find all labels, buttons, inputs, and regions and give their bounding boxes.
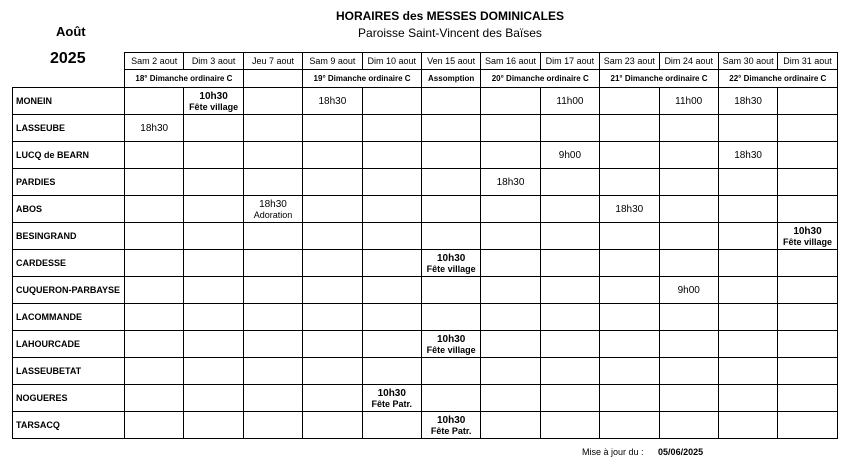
schedule-cell xyxy=(184,385,243,412)
schedule-cell xyxy=(540,331,599,358)
location-name: CARDESSE xyxy=(13,250,125,277)
table-row xyxy=(13,331,838,358)
schedule-cell xyxy=(540,250,599,277)
schedule-cell xyxy=(718,88,777,115)
date-header: Sam 30 aout xyxy=(718,53,777,70)
schedule-cell xyxy=(303,277,362,304)
schedule-cell xyxy=(600,250,659,277)
schedule-cell xyxy=(481,385,540,412)
sunday-label: 20° Dimanche ordinaire C xyxy=(481,70,600,88)
schedule-cell xyxy=(362,169,421,196)
page-title: HORAIRES des MESSES DOMINICALES xyxy=(335,9,565,23)
schedule-cell xyxy=(718,169,777,196)
schedule-cell xyxy=(481,331,540,358)
schedule-cell xyxy=(421,331,480,358)
schedule-cell xyxy=(718,142,777,169)
schedule-cell xyxy=(421,196,480,223)
schedule-cell xyxy=(421,304,480,331)
schedule-cell xyxy=(778,169,837,196)
mass-time: 10h30 xyxy=(199,90,228,102)
schedule-cell xyxy=(243,115,302,142)
table-row xyxy=(13,223,838,250)
table-row xyxy=(13,196,838,223)
mass-note: Fête village xyxy=(189,101,239,112)
schedule-cell xyxy=(718,277,777,304)
schedule-cell xyxy=(778,223,837,250)
mass-note: Fête village xyxy=(426,344,476,355)
mass-time: 9h00 xyxy=(677,284,700,296)
table-row xyxy=(13,88,838,115)
date-header: Jeu 7 aout xyxy=(243,53,302,70)
schedule-cell xyxy=(659,142,718,169)
schedule-cell xyxy=(778,358,837,385)
month-label: Août xyxy=(56,24,86,39)
schedule-cell xyxy=(362,385,421,412)
table-row xyxy=(13,250,838,277)
parish-subtitle: Paroisse Saint-Vincent des Baïses xyxy=(358,26,542,40)
schedule-cell xyxy=(718,304,777,331)
schedule-cell xyxy=(540,142,599,169)
schedule-cell xyxy=(600,169,659,196)
schedule-cell xyxy=(362,223,421,250)
schedule-cell xyxy=(659,358,718,385)
schedule-cell xyxy=(481,304,540,331)
schedule-cell xyxy=(303,304,362,331)
date-header: Dim 3 aout xyxy=(184,53,243,70)
schedule-cell xyxy=(125,385,184,412)
schedule-cell xyxy=(243,277,302,304)
location-name: PARDIES xyxy=(13,169,125,196)
mass-time: 18h30 xyxy=(496,176,525,188)
date-header: Sam 23 aout xyxy=(600,53,659,70)
table-row xyxy=(13,304,838,331)
schedule-cell xyxy=(718,412,777,439)
schedule-cell xyxy=(540,88,599,115)
date-header: Sam 2 aout xyxy=(125,53,184,70)
location-name: BESINGRAND xyxy=(13,223,125,250)
schedule-cell xyxy=(303,169,362,196)
schedule-cell xyxy=(303,196,362,223)
schedule-cell xyxy=(421,88,480,115)
schedule-cell xyxy=(243,142,302,169)
schedule-cell xyxy=(778,304,837,331)
schedule-cell xyxy=(184,115,243,142)
schedule-cell xyxy=(184,277,243,304)
schedule-cell xyxy=(303,385,362,412)
location-name: CUQUERON-PARBAYSE xyxy=(13,277,125,304)
table-row xyxy=(13,277,838,304)
schedule-cell xyxy=(184,412,243,439)
schedule-cell xyxy=(184,358,243,385)
schedule-cell xyxy=(540,223,599,250)
schedule-cell xyxy=(540,385,599,412)
mass-note: Fête village xyxy=(426,263,476,274)
last-updated xyxy=(582,447,703,457)
schedule-cell xyxy=(659,88,718,115)
schedule-cell xyxy=(481,115,540,142)
mass-schedule-table xyxy=(12,52,838,439)
schedule-cell xyxy=(718,331,777,358)
schedule-cell xyxy=(778,88,837,115)
table-row xyxy=(13,358,838,385)
schedule-cell xyxy=(243,304,302,331)
mass-time: 10h30 xyxy=(793,225,822,237)
schedule-cell xyxy=(481,169,540,196)
schedule-cell xyxy=(600,277,659,304)
schedule-cell xyxy=(659,331,718,358)
schedule-cell xyxy=(481,250,540,277)
date-header: Dim 24 aout xyxy=(659,53,718,70)
schedule-cell xyxy=(125,142,184,169)
date-header: Dim 17 aout xyxy=(540,53,599,70)
schedule-cell xyxy=(778,115,837,142)
schedule-cell xyxy=(243,358,302,385)
schedule-cell xyxy=(362,196,421,223)
schedule-cell xyxy=(303,412,362,439)
mass-time: 10h30 xyxy=(377,387,406,399)
mass-time: 18h30 xyxy=(140,122,169,134)
table-row xyxy=(13,169,838,196)
schedule-cell xyxy=(421,385,480,412)
schedule-cell xyxy=(600,358,659,385)
schedule-cell xyxy=(125,277,184,304)
schedule-cell xyxy=(421,115,480,142)
mass-time: 9h00 xyxy=(558,149,582,161)
schedule-cell xyxy=(659,250,718,277)
location-name: TARSACQ xyxy=(13,412,125,439)
location-name: ABOS xyxy=(13,196,125,223)
mass-time: 18h30 xyxy=(318,95,347,107)
mass-note: Fête village xyxy=(782,236,832,247)
location-name: MONEIN xyxy=(13,88,125,115)
mass-time: 18h30 xyxy=(259,198,287,210)
schedule-cell xyxy=(718,250,777,277)
schedule-cell xyxy=(659,196,718,223)
mass-time: 10h30 xyxy=(436,333,466,345)
sunday-label xyxy=(243,70,302,88)
schedule-cell xyxy=(600,304,659,331)
schedule-cell xyxy=(421,358,480,385)
location-name: LUCQ de BEARN xyxy=(13,142,125,169)
schedule-cell xyxy=(600,115,659,142)
schedule-cell xyxy=(481,142,540,169)
schedule-cell xyxy=(778,385,837,412)
location-name: LACOMMANDE xyxy=(13,304,125,331)
schedule-cell xyxy=(184,331,243,358)
schedule-cell xyxy=(540,169,599,196)
schedule-cell xyxy=(125,223,184,250)
schedule-cell xyxy=(362,412,421,439)
schedule-cell xyxy=(600,412,659,439)
schedule-cell xyxy=(778,196,837,223)
schedule-cell xyxy=(362,115,421,142)
schedule-cell xyxy=(718,385,777,412)
schedule-cell xyxy=(481,358,540,385)
schedule-cell xyxy=(243,385,302,412)
schedule-cell xyxy=(659,223,718,250)
last-updated-label: Mise à jour du : xyxy=(582,447,644,457)
schedule-cell xyxy=(125,358,184,385)
schedule-cell xyxy=(778,277,837,304)
location-name: LAHOURCADE xyxy=(13,331,125,358)
schedule-cell xyxy=(125,169,184,196)
schedule-cell xyxy=(778,250,837,277)
corner-cell xyxy=(13,53,125,88)
location-name: LASSEUBETAT xyxy=(13,358,125,385)
schedule-cell xyxy=(540,196,599,223)
schedule-cell xyxy=(184,196,243,223)
table-row xyxy=(13,115,838,142)
sunday-label: 21° Dimanche ordinaire C xyxy=(600,70,719,88)
sunday-label: 22° Dimanche ordinaire C xyxy=(718,70,837,88)
schedule-cell xyxy=(659,412,718,439)
schedule-cell xyxy=(303,88,362,115)
date-header: Ven 15 aout xyxy=(421,53,480,70)
schedule-cell xyxy=(600,196,659,223)
schedule-cell xyxy=(718,196,777,223)
mass-note: Adoration xyxy=(253,209,293,220)
schedule-cell xyxy=(421,142,480,169)
mass-time: 10h30 xyxy=(436,414,466,426)
schedule-cell xyxy=(362,88,421,115)
schedule-cell xyxy=(540,358,599,385)
schedule-cell xyxy=(481,277,540,304)
mass-note: Fête Patr. xyxy=(430,425,472,436)
schedule-cell xyxy=(481,223,540,250)
schedule-cell xyxy=(421,223,480,250)
schedule-cell xyxy=(540,412,599,439)
schedule-cell xyxy=(659,385,718,412)
schedule-cell xyxy=(778,331,837,358)
schedule-cell xyxy=(659,115,718,142)
sunday-label: 18° Dimanche ordinaire C xyxy=(125,70,244,88)
schedule-cell xyxy=(184,223,243,250)
schedule-cell xyxy=(362,304,421,331)
schedule-cell xyxy=(421,250,480,277)
date-header: Sam 16 aout xyxy=(481,53,540,70)
schedule-cell xyxy=(421,169,480,196)
schedule-cell xyxy=(125,304,184,331)
schedule-cell xyxy=(600,142,659,169)
mass-time: 10h30 xyxy=(436,252,466,264)
schedule-cell xyxy=(540,304,599,331)
schedule-cell xyxy=(125,412,184,439)
schedule-cell xyxy=(600,385,659,412)
schedule-cell xyxy=(125,88,184,115)
schedule-cell xyxy=(718,358,777,385)
table-row xyxy=(13,385,838,412)
schedule-cell xyxy=(303,115,362,142)
schedule-cell xyxy=(243,88,302,115)
year-label: 2025 xyxy=(50,50,86,67)
schedule-cell xyxy=(125,331,184,358)
schedule-cell xyxy=(600,88,659,115)
schedule-cell xyxy=(303,358,362,385)
date-header: Sam 9 aout xyxy=(303,53,362,70)
sunday-header-row xyxy=(13,70,838,88)
date-header: Dim 31 aout xyxy=(778,53,837,70)
schedule-cell xyxy=(303,331,362,358)
schedule-cell xyxy=(243,196,302,223)
location-name: NOGUERES xyxy=(13,385,125,412)
date-header: Dim 10 aout xyxy=(362,53,421,70)
schedule-cell xyxy=(125,250,184,277)
table-row xyxy=(13,412,838,439)
location-name: LASSEUBE xyxy=(13,115,125,142)
schedule-cell xyxy=(243,169,302,196)
schedule-cell xyxy=(362,331,421,358)
schedule-cell xyxy=(125,115,184,142)
schedule-cell xyxy=(362,277,421,304)
schedule-cell xyxy=(600,331,659,358)
schedule-cell xyxy=(718,115,777,142)
last-updated-date: 05/06/2025 xyxy=(658,447,704,457)
schedule-cell xyxy=(243,250,302,277)
schedule-cell xyxy=(481,196,540,223)
mass-time: 18h30 xyxy=(734,95,762,107)
schedule-cell xyxy=(184,250,243,277)
table-row xyxy=(13,142,838,169)
schedule-cell xyxy=(303,250,362,277)
schedule-cell xyxy=(125,196,184,223)
schedule-cell xyxy=(184,142,243,169)
schedule-cell xyxy=(659,277,718,304)
schedule-cell xyxy=(600,223,659,250)
schedule-cell xyxy=(659,169,718,196)
sunday-label: Assomption xyxy=(421,70,480,88)
mass-time: 11h00 xyxy=(675,95,703,107)
schedule-cell xyxy=(362,142,421,169)
schedule-cell xyxy=(243,331,302,358)
schedule-cell xyxy=(362,250,421,277)
mass-time: 18h30 xyxy=(615,203,644,215)
schedule-cell xyxy=(303,223,362,250)
schedule-cell xyxy=(184,169,243,196)
schedule-cell xyxy=(421,277,480,304)
schedule-cell xyxy=(362,358,421,385)
schedule-cell xyxy=(659,304,718,331)
schedule-cell xyxy=(184,88,243,115)
schedule-cell xyxy=(303,142,362,169)
date-header-row xyxy=(13,53,838,70)
schedule-cell xyxy=(421,412,480,439)
schedule-cell xyxy=(540,115,599,142)
schedule-cell xyxy=(184,304,243,331)
mass-time: 18h30 xyxy=(734,149,762,161)
mass-note: Fête Patr. xyxy=(371,398,413,409)
schedule-cell xyxy=(778,142,837,169)
schedule-cell xyxy=(481,88,540,115)
schedule-cell xyxy=(243,223,302,250)
schedule-cell xyxy=(718,223,777,250)
schedule-cell xyxy=(778,412,837,439)
mass-time: 11h00 xyxy=(556,95,584,107)
sunday-label: 19° Dimanche ordinaire C xyxy=(303,70,422,88)
schedule-cell xyxy=(540,277,599,304)
schedule-cell xyxy=(481,412,540,439)
schedule-cell xyxy=(243,412,302,439)
